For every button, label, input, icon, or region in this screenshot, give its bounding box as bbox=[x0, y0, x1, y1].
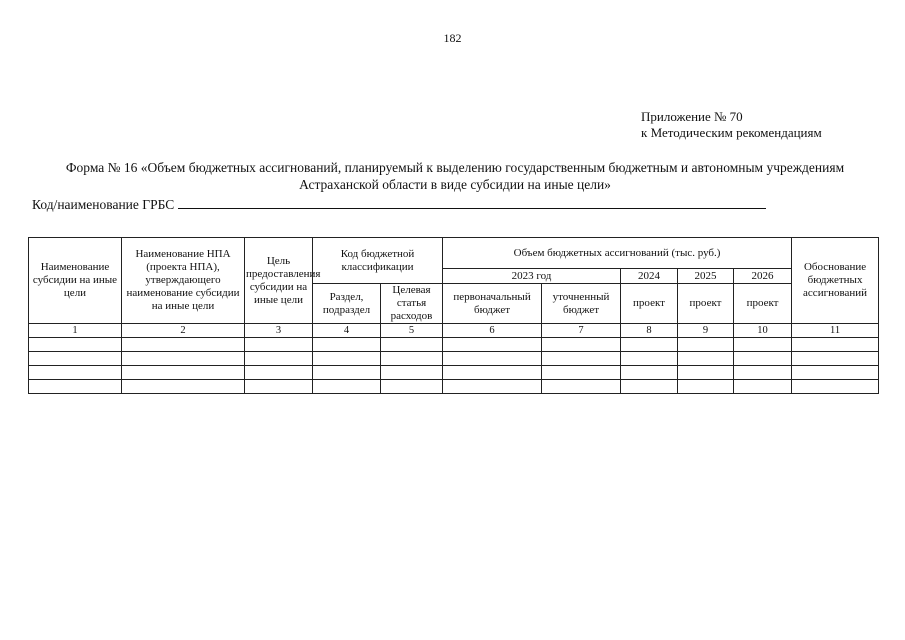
appendix-subtitle: к Методическим рекомендациям bbox=[641, 125, 822, 140]
header-project-2025: проект bbox=[678, 284, 734, 324]
empty-cell bbox=[792, 352, 879, 366]
header-justification: Обоснование бюджетных ассигнований bbox=[792, 238, 879, 324]
header-year-2023: 2023 год bbox=[443, 269, 621, 284]
empty-cell bbox=[621, 338, 678, 352]
header-initial-budget: первоначальный бюджет bbox=[443, 284, 542, 324]
empty-cell bbox=[381, 338, 443, 352]
empty-cell bbox=[734, 366, 792, 380]
empty-cell bbox=[122, 366, 245, 380]
column-number: 6 bbox=[443, 324, 542, 338]
empty-cell bbox=[792, 366, 879, 380]
empty-cell bbox=[542, 338, 621, 352]
column-number: 1 bbox=[29, 324, 122, 338]
header-year-2025: 2025 bbox=[678, 269, 734, 284]
empty-cell bbox=[734, 352, 792, 366]
column-number: 7 bbox=[542, 324, 621, 338]
header-year-2026: 2026 bbox=[734, 269, 792, 284]
budget-allocations-table bbox=[28, 237, 879, 394]
header-volume: Объем бюджетных ассигнований (тыс. руб.) bbox=[443, 238, 792, 269]
column-number: 9 bbox=[678, 324, 734, 338]
appendix-number: Приложение № 70 bbox=[641, 109, 743, 124]
empty-table-row bbox=[29, 380, 879, 394]
column-number: 4 bbox=[313, 324, 381, 338]
empty-cell bbox=[381, 366, 443, 380]
grbs-fill-line bbox=[178, 195, 766, 209]
header-subsidy-name: Наименование субсидии на иные цели bbox=[29, 238, 122, 324]
empty-cell bbox=[313, 366, 381, 380]
empty-cell bbox=[443, 338, 542, 352]
empty-cell bbox=[245, 338, 313, 352]
header-target-article: Целевая статья расходов bbox=[381, 284, 443, 324]
empty-cell bbox=[245, 366, 313, 380]
empty-table-row bbox=[29, 352, 879, 366]
empty-cell bbox=[29, 352, 122, 366]
header-project-2026: проект bbox=[734, 284, 792, 324]
form-title: Форма № 16 «Объем бюджетных ассигнований, планируемый к выделению государственным бюджетным и автономным учреждениям Астраханской области в виде субсидии на иные цели» bbox=[65, 160, 845, 192]
column-number: 2 bbox=[122, 324, 245, 338]
empty-table-row bbox=[29, 366, 879, 380]
page-number: 182 bbox=[443, 31, 462, 45]
empty-cell bbox=[245, 352, 313, 366]
column-number: 11 bbox=[792, 324, 879, 338]
column-number: 8 bbox=[621, 324, 678, 338]
header-purpose: Цель предоставления субсидии на иные цели bbox=[245, 238, 313, 324]
empty-cell bbox=[313, 352, 381, 366]
column-number: 5 bbox=[381, 324, 443, 338]
grbs-label: Код/наименование ГРБС bbox=[32, 197, 175, 212]
empty-cell bbox=[542, 366, 621, 380]
empty-cell bbox=[122, 352, 245, 366]
empty-cell bbox=[792, 338, 879, 352]
empty-cell bbox=[542, 380, 621, 394]
column-number: 10 bbox=[734, 324, 792, 338]
empty-cell bbox=[313, 338, 381, 352]
empty-cell bbox=[678, 352, 734, 366]
header-npa: Наименование НПА (проекта НПА), утверждающего наименование субсидии на иные цели bbox=[122, 238, 245, 324]
empty-cell bbox=[678, 338, 734, 352]
empty-cell bbox=[678, 380, 734, 394]
empty-cell bbox=[678, 366, 734, 380]
empty-cell bbox=[621, 380, 678, 394]
appendix-reference bbox=[641, 109, 822, 141]
empty-cell bbox=[29, 380, 122, 394]
empty-cell bbox=[29, 338, 122, 352]
empty-cell bbox=[542, 352, 621, 366]
empty-cell bbox=[443, 380, 542, 394]
empty-table-row bbox=[29, 338, 879, 352]
empty-cell bbox=[29, 366, 122, 380]
empty-cell bbox=[443, 352, 542, 366]
empty-cell bbox=[245, 380, 313, 394]
grbs-field bbox=[32, 195, 766, 213]
column-number-row bbox=[29, 324, 879, 338]
header-revised-budget: уточненный бюджет bbox=[542, 284, 621, 324]
empty-cell bbox=[122, 380, 245, 394]
empty-cell bbox=[122, 338, 245, 352]
empty-cell bbox=[621, 366, 678, 380]
header-project-2024: проект bbox=[621, 284, 678, 324]
empty-cell bbox=[443, 366, 542, 380]
header-year-2024: 2024 bbox=[621, 269, 678, 284]
empty-cell bbox=[313, 380, 381, 394]
empty-cell bbox=[734, 380, 792, 394]
empty-cell bbox=[381, 380, 443, 394]
empty-cell bbox=[792, 380, 879, 394]
header-section: Раздел, подраздел bbox=[313, 284, 381, 324]
empty-cell bbox=[621, 352, 678, 366]
empty-cell bbox=[381, 352, 443, 366]
empty-cell bbox=[734, 338, 792, 352]
column-number: 3 bbox=[245, 324, 313, 338]
header-budget-code: Код бюджетной классификации bbox=[313, 238, 443, 284]
